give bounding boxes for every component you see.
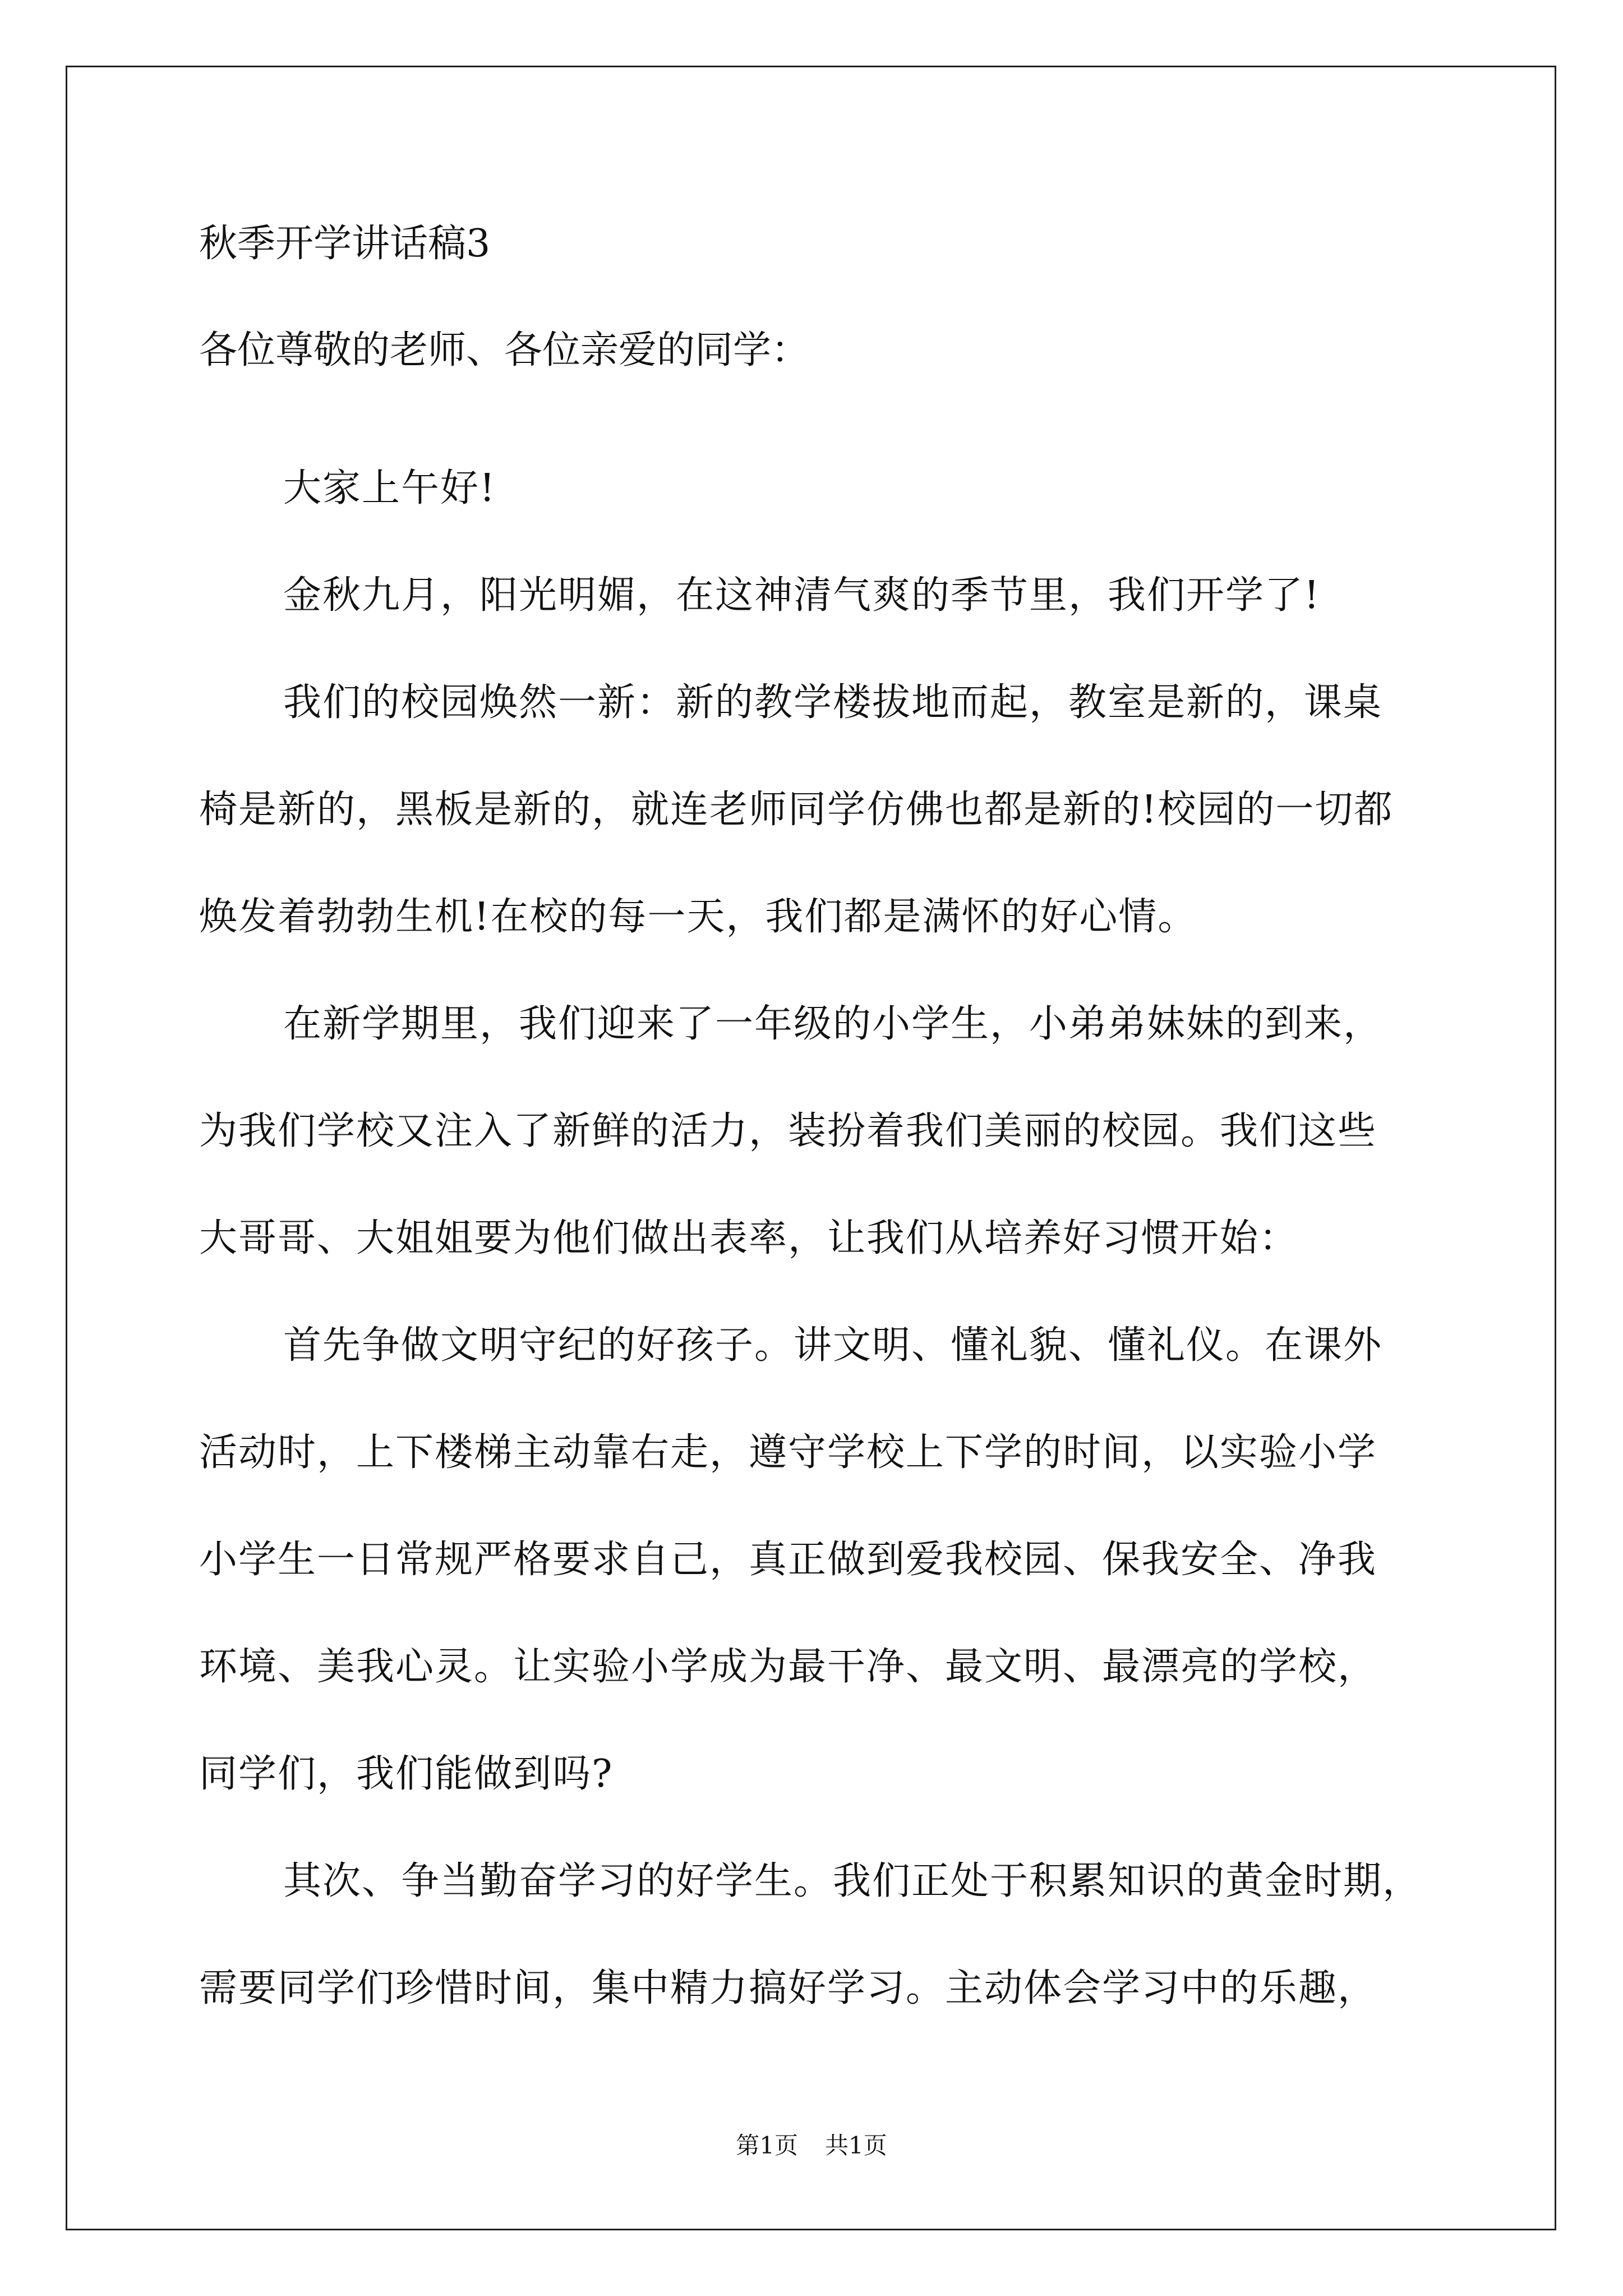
text-line: 我们的校园焕然一新：新的教学楼拔地而起，教室是新的，课桌 (283, 680, 1383, 725)
text-line: 小学生一日常规严格要求自己，真正做到爱我校园、保我安全、净我 (199, 1538, 1377, 1582)
text-line: 为我们学校又注入了新鲜的活力，装扮着我们美丽的校园。我们这些 (199, 1109, 1377, 1153)
page-footer (0, 2132, 1623, 2160)
text-line: 其次、争当勤奋学习的好学生。我们正处于积累知识的黄金时期， (283, 1859, 1422, 1903)
text-line: 金秋九月，阳光明媚，在这神清气爽的季节里，我们开学了! (283, 573, 1321, 618)
text-line: 同学们，我们能做到吗? (199, 1752, 614, 1796)
paragraph-campus (199, 649, 1433, 970)
paragraph-civility (199, 1292, 1433, 1828)
text-line: 环境、美我心灵。让实验小学成为最干净、最文明、最漂亮的学校， (199, 1645, 1377, 1689)
text-line: 大家上午好! (283, 466, 496, 510)
document-body (199, 222, 1433, 2042)
paragraph-opening (199, 542, 1433, 649)
text-line: 活动时，上下楼梯主动靠右走，遵守学校上下学的时间，以实验小学 (199, 1430, 1377, 1475)
text-line: 大哥哥、大姐姐要为他们做出表率，让我们从培养好习惯开始： (199, 1216, 1299, 1260)
paragraph-new-semester (199, 970, 1433, 1292)
page-number: 第1页 (736, 2132, 798, 2159)
text-line: 在新学期里，我们迎来了一年级的小学生，小弟弟妹妹的到来， (283, 1002, 1383, 1046)
document-title: 秋季开学讲话稿3 (199, 222, 491, 266)
text-line: 焕发着勃勃生机!在校的每一天，我们都是满怀的好心情。 (199, 895, 1197, 939)
salutation: 各位尊敬的老师、各位亲爱的同学： (199, 328, 810, 372)
paragraph-greeting (199, 435, 1433, 542)
text-line: 首先争做文明守纪的好孩子。讲文明、懂礼貌、懂礼仪。在课外 (283, 1323, 1383, 1368)
paragraph-study (199, 1828, 1433, 2042)
text-line: 需要同学们珍惜时间，集中精力搞好学习。主动体会学习中的乐趣， (199, 1966, 1377, 2010)
text-line: 椅是新的，黑板是新的，就连老师同学仿佛也都是新的!校园的一切都 (199, 788, 1394, 832)
page-total: 共1页 (825, 2132, 887, 2159)
